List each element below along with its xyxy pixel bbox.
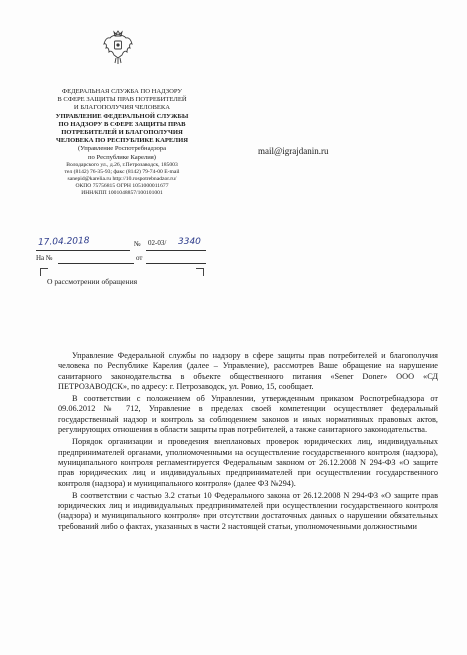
dept-line-1: УПРАВЛЕНИЕ ФЕДЕРАЛЬНОЙ СЛУЖБЫ <box>55 112 189 120</box>
russian-coat-of-arms-icon <box>102 28 134 66</box>
number-underline <box>146 250 206 251</box>
short-name-line-1: (Управление Роспотребнадзора <box>77 145 167 153</box>
ref-from-underline <box>146 263 206 264</box>
date-underline <box>36 250 130 251</box>
recipient-email: mail@igrajdanin.ru <box>258 146 329 156</box>
inn-line: ИНН/КПП 1001048857/100101001 <box>81 189 163 196</box>
ref-from-label: от <box>136 254 143 262</box>
dept-line-4: ЧЕЛОВЕКА ПО РЕСПУБЛИКЕ КАРЕЛИЯ <box>56 137 188 145</box>
registration-line <box>36 236 206 251</box>
body-paragraph-1: Управление Федеральной службы по надзору в сфере защиты прав потребителей и благополучия человека по Республике Карелия (далее – Управление), рассмотрев Ваше обращение на нарушение санитарного законодательства в объекте общественного питания «Sener Doner» ООО «СД ПЕТРОЗАВОДСК», по адресу: г. Петрозаводск, ул. Ровио, 15, сообщает. <box>58 351 438 391</box>
short-name-line-2: по Республике Карелия) <box>88 153 156 161</box>
email-line: sanepid@karelia.ru http://10.rospotrebnadzor.ru/ <box>67 175 177 182</box>
subject-corner-right <box>196 268 204 276</box>
ref-number-underline <box>58 263 134 264</box>
subject-corner-left <box>40 268 48 276</box>
okpo-line: ОКПО 75756815 ОГРН 1051000011677 <box>75 182 169 189</box>
ref-number-label: На № <box>36 254 53 262</box>
org-line-2: В СФЕРЕ ЗАЩИТЫ ПРАВ ПОТРЕБИТЕЛЕЙ <box>57 96 187 104</box>
reference-line <box>36 253 206 265</box>
number-label: № <box>134 240 141 248</box>
address-line: Володарского ул., д.26, г.Петрозаводск, 185003 <box>66 161 178 168</box>
org-line-3: И БЛАГОПОЛУЧИЯ ЧЕЛОВЕКА <box>73 104 171 112</box>
dept-line-3: ПОТРЕБИТЕЛЕЙ И БЛАГОПОЛУЧИЯ <box>61 129 183 137</box>
phone-line: тел (8142) 76-35-93; факс (8142) 79-74-00 E-mail <box>64 168 180 175</box>
handwritten-number: 3340 <box>178 237 201 247</box>
sender-letterhead <box>28 88 216 197</box>
body-paragraph-3: Порядок организации и проведения внеплановых проверок юридических лиц, индивидуальных предпринимателей органами, уполномоченными на осуществление государственного контроля (надзора), муниципального контроля регламентируется Федеральным законом от 26.12.2008 N 294-ФЗ «О защите прав юридических лиц и индивидуальных предпринимателей при осуществлении государственного контроля (надзора) и муниципального контроля» (далее ФЗ №294). <box>58 437 438 488</box>
letter-body <box>58 351 438 534</box>
number-prefix: 02-03/ <box>148 239 167 247</box>
handwritten-date: 17.04.2018 <box>37 236 90 248</box>
body-paragraph-4: В соответствии с частью 3.2 статьи 10 Федерального закона от 26.12.2008 N 294-ФЗ «О защите прав юридических лиц и индивидуальных предпринимателей при осуществлении государственного контроля (надзора) и муниципального контроля» при отсутствии достаточных данных о нарушении обязательных требований либо о фактах, указанных в части 2 настоящей статьи, уполномоченными должностными <box>58 490 438 531</box>
body-paragraph-2: В соответствии с положением об Управлении, утвержденным приказом Роспотребнадзора от 09.06.2012 № 712, Управление в пределах своей компетенции осуществляет федеральный государственный надзор и контроль за соблюдением законов и иных нормативных правовых актов, регулирующих отношения в области защиты прав потребителей, а также санитарного законодательства. <box>58 394 438 435</box>
dept-line-2: ПО НАДЗОРУ В СФЕРЕ ЗАЩИТЫ ПРАВ <box>58 120 186 128</box>
org-line-1: ФЕДЕРАЛЬНАЯ СЛУЖБА ПО НАДЗОРУ <box>61 88 183 95</box>
subject-line: О рассмотрении обращения <box>47 277 138 286</box>
